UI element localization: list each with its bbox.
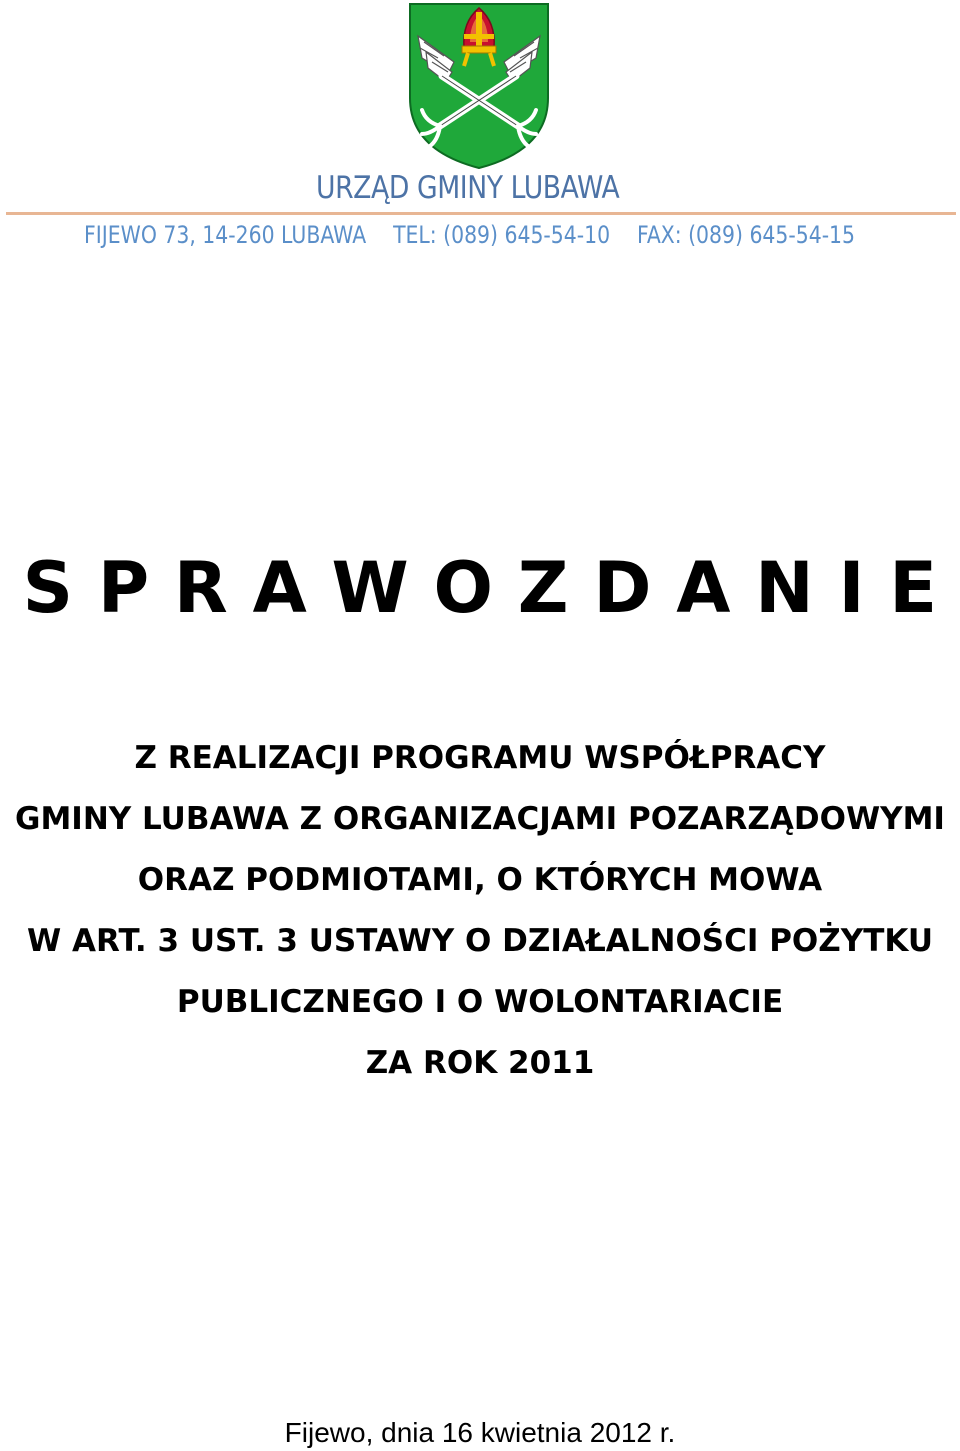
subtitle-line: ORAZ PODMIOTAMI, O KTÓRYCH MOWA bbox=[137, 862, 823, 898]
subtitle-line: ZA ROK 2011 bbox=[365, 1045, 595, 1081]
subtitle-line: GMINY LUBAWA Z ORGANIZACJAMI POZARZĄDOWYMI bbox=[15, 801, 945, 837]
coat-of-arms-icon bbox=[408, 2, 550, 170]
contact-line bbox=[84, 221, 875, 249]
office-fax: FAX: (089) 645-54-15 bbox=[636, 221, 856, 249]
header-divider bbox=[6, 212, 956, 215]
place-and-date: Fijewo, dnia 16 kwietnia 2012 r. bbox=[284, 1417, 676, 1448]
subtitle-line: W ART. 3 UST. 3 USTAWY O DZIAŁALNOŚCI POŻYTKU bbox=[27, 923, 933, 959]
document-subtitle bbox=[0, 728, 960, 1094]
office-phone: TEL: (089) 645-54-10 bbox=[393, 221, 611, 249]
office-address: FIJEWO 73, 14-260 LUBAWA bbox=[84, 221, 367, 249]
subtitle-line: PUBLICZNEGO I O WOLONTARIACIE bbox=[176, 984, 784, 1020]
document-title: S P R A W O Z D A N I E bbox=[22, 547, 938, 629]
subtitle-line: Z REALIZACJI PROGRAMU WSPÓŁPRACY bbox=[134, 740, 826, 776]
office-name: URZĄD GMINY LUBAWA bbox=[316, 170, 620, 206]
